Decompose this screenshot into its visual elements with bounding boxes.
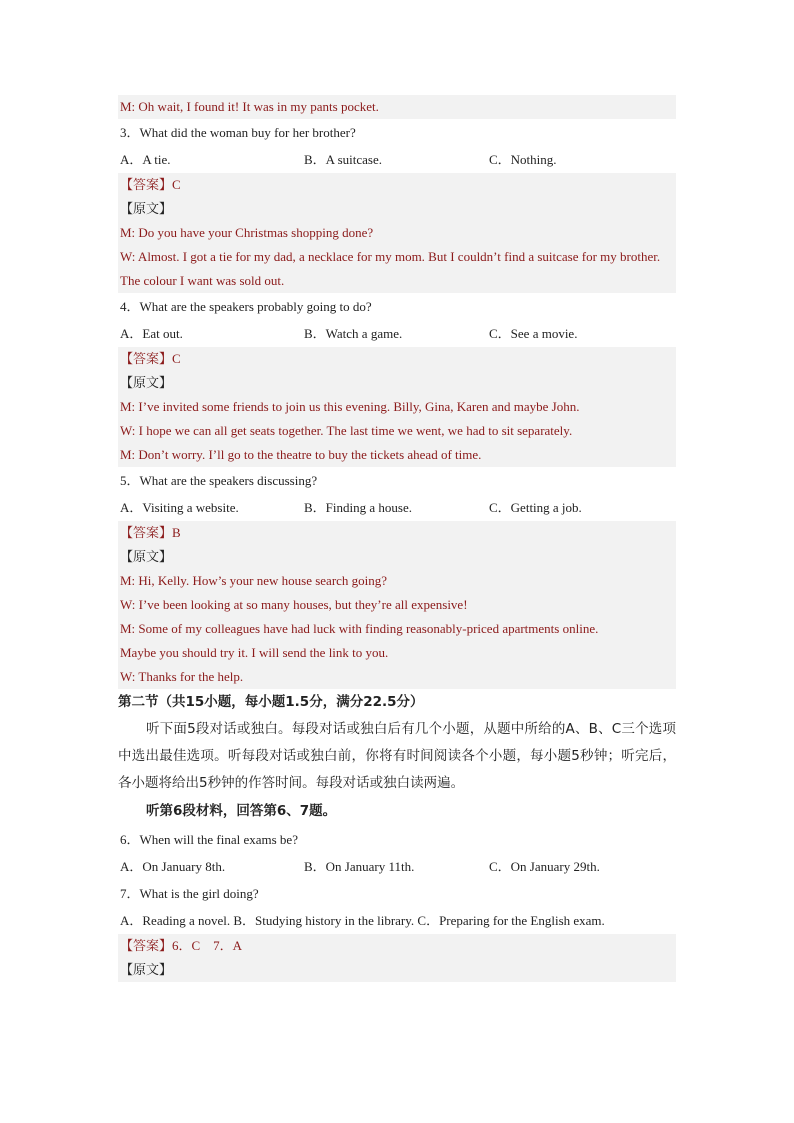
- question-3: 3．What did the woman buy for her brother?: [120, 125, 356, 140]
- option-b: B．Finding a house.: [304, 500, 412, 515]
- question-7-options: A．Reading a novel. B．Studying history in the library. C．Preparing for the English exam.: [120, 913, 605, 928]
- question-4-options: [118, 320, 676, 347]
- script-line: M: Oh wait, I found it! It was in my pants pocket.: [120, 99, 379, 114]
- option-a: A．A tie.: [120, 152, 171, 167]
- answer-line: [118, 347, 676, 371]
- answer-value: C: [172, 351, 181, 366]
- option-b: B．Watch a game.: [304, 326, 403, 341]
- option-c: C．See a movie.: [489, 326, 578, 341]
- script-label-line: [118, 197, 676, 221]
- script-line: W: Thanks for the help.: [120, 669, 244, 684]
- section-title: 第二节（共15小题，每小题1.5分，满分22.5分）: [118, 694, 424, 710]
- question-7: 7．What is the girl doing?: [120, 886, 259, 901]
- answer-line: [118, 934, 676, 958]
- script-continuation: [118, 95, 676, 119]
- answer-block-6-7: [118, 934, 676, 982]
- document-page: [118, 95, 676, 982]
- script-line: M: Don’t worry. I’ll go to the theatre to buy the tickets ahead of time.: [120, 447, 482, 462]
- answer-block-3: [118, 173, 676, 293]
- option-b: B．On January 11th.: [304, 859, 415, 874]
- script-line: W: I’ve been looking at so many houses, but they’re all expensive!: [120, 597, 468, 612]
- option-a: A．Eat out.: [120, 326, 183, 341]
- answer-block-4: [118, 347, 676, 467]
- script-label: 【原文】: [120, 376, 173, 391]
- question-6-options: [118, 853, 676, 880]
- answer-value: B: [172, 525, 181, 540]
- option-c: C．On January 29th.: [489, 859, 600, 874]
- script-label: 【原文】: [120, 550, 173, 565]
- option-c: C．Getting a job.: [489, 500, 582, 515]
- script-line: M: Hi, Kelly. How’s your new house search going?: [120, 573, 388, 588]
- question-3-options: [118, 146, 676, 173]
- script-label-line: [118, 958, 676, 982]
- question-4: 4．What are the speakers probably going to do?: [120, 299, 372, 314]
- script-line: W: Almost. I got a tie for my dad, a necklace for my mom. But I couldn’t find a suitcase for my brother. The colour I want was sold out.: [120, 249, 661, 288]
- answer-line: [118, 173, 676, 197]
- script-line: M: Do you have your Christmas shopping done?: [120, 225, 374, 240]
- answer-value: 6．C 7．A: [172, 938, 243, 953]
- sub-heading: 听第6段材料，回答第6、7题。: [146, 803, 337, 819]
- section-instructions: 听下面5段对话或独白。每段对话或独白后有几个小题，从题中所给的A、B、C三个选项中选出最佳选项。听每段对话或独白前，你将有时间阅读各个小题，每小题5秒钟；听完后，各小题将给出5秒钟的作答时间。每段对话或独白读两遍。: [118, 721, 676, 791]
- script-label-line: [118, 371, 676, 395]
- script-label: 【原文】: [120, 963, 173, 978]
- answer-block-5: [118, 521, 676, 689]
- option-a: A．Visiting a website.: [120, 500, 239, 515]
- answer-label: 【答案】: [120, 526, 173, 541]
- question-5-options: [118, 494, 676, 521]
- script-line: M: Some of my colleagues have had luck with finding reasonably-priced apartments online.: [120, 621, 599, 636]
- answer-label: 【答案】: [120, 939, 173, 954]
- script-label: 【原文】: [120, 202, 173, 217]
- answer-line: [118, 521, 676, 545]
- answer-label: 【答案】: [120, 178, 173, 193]
- answer-value: C: [172, 177, 181, 192]
- option-a: A．On January 8th.: [120, 859, 226, 874]
- question-6: 6．When will the final exams be?: [120, 832, 298, 847]
- script-line: Maybe you should try it. I will send the link to you.: [120, 645, 389, 660]
- option-b: B．A suitcase.: [304, 152, 382, 167]
- script-line: W: I hope we can all get seats together. The last time we went, we had to sit separately.: [120, 423, 573, 438]
- script-label-line: [118, 545, 676, 569]
- answer-label: 【答案】: [120, 352, 173, 367]
- question-5: 5．What are the speakers discussing?: [120, 473, 318, 488]
- script-line: M: I’ve invited some friends to join us this evening. Billy, Gina, Karen and maybe John.: [120, 399, 580, 414]
- option-c: C．Nothing.: [489, 152, 557, 167]
